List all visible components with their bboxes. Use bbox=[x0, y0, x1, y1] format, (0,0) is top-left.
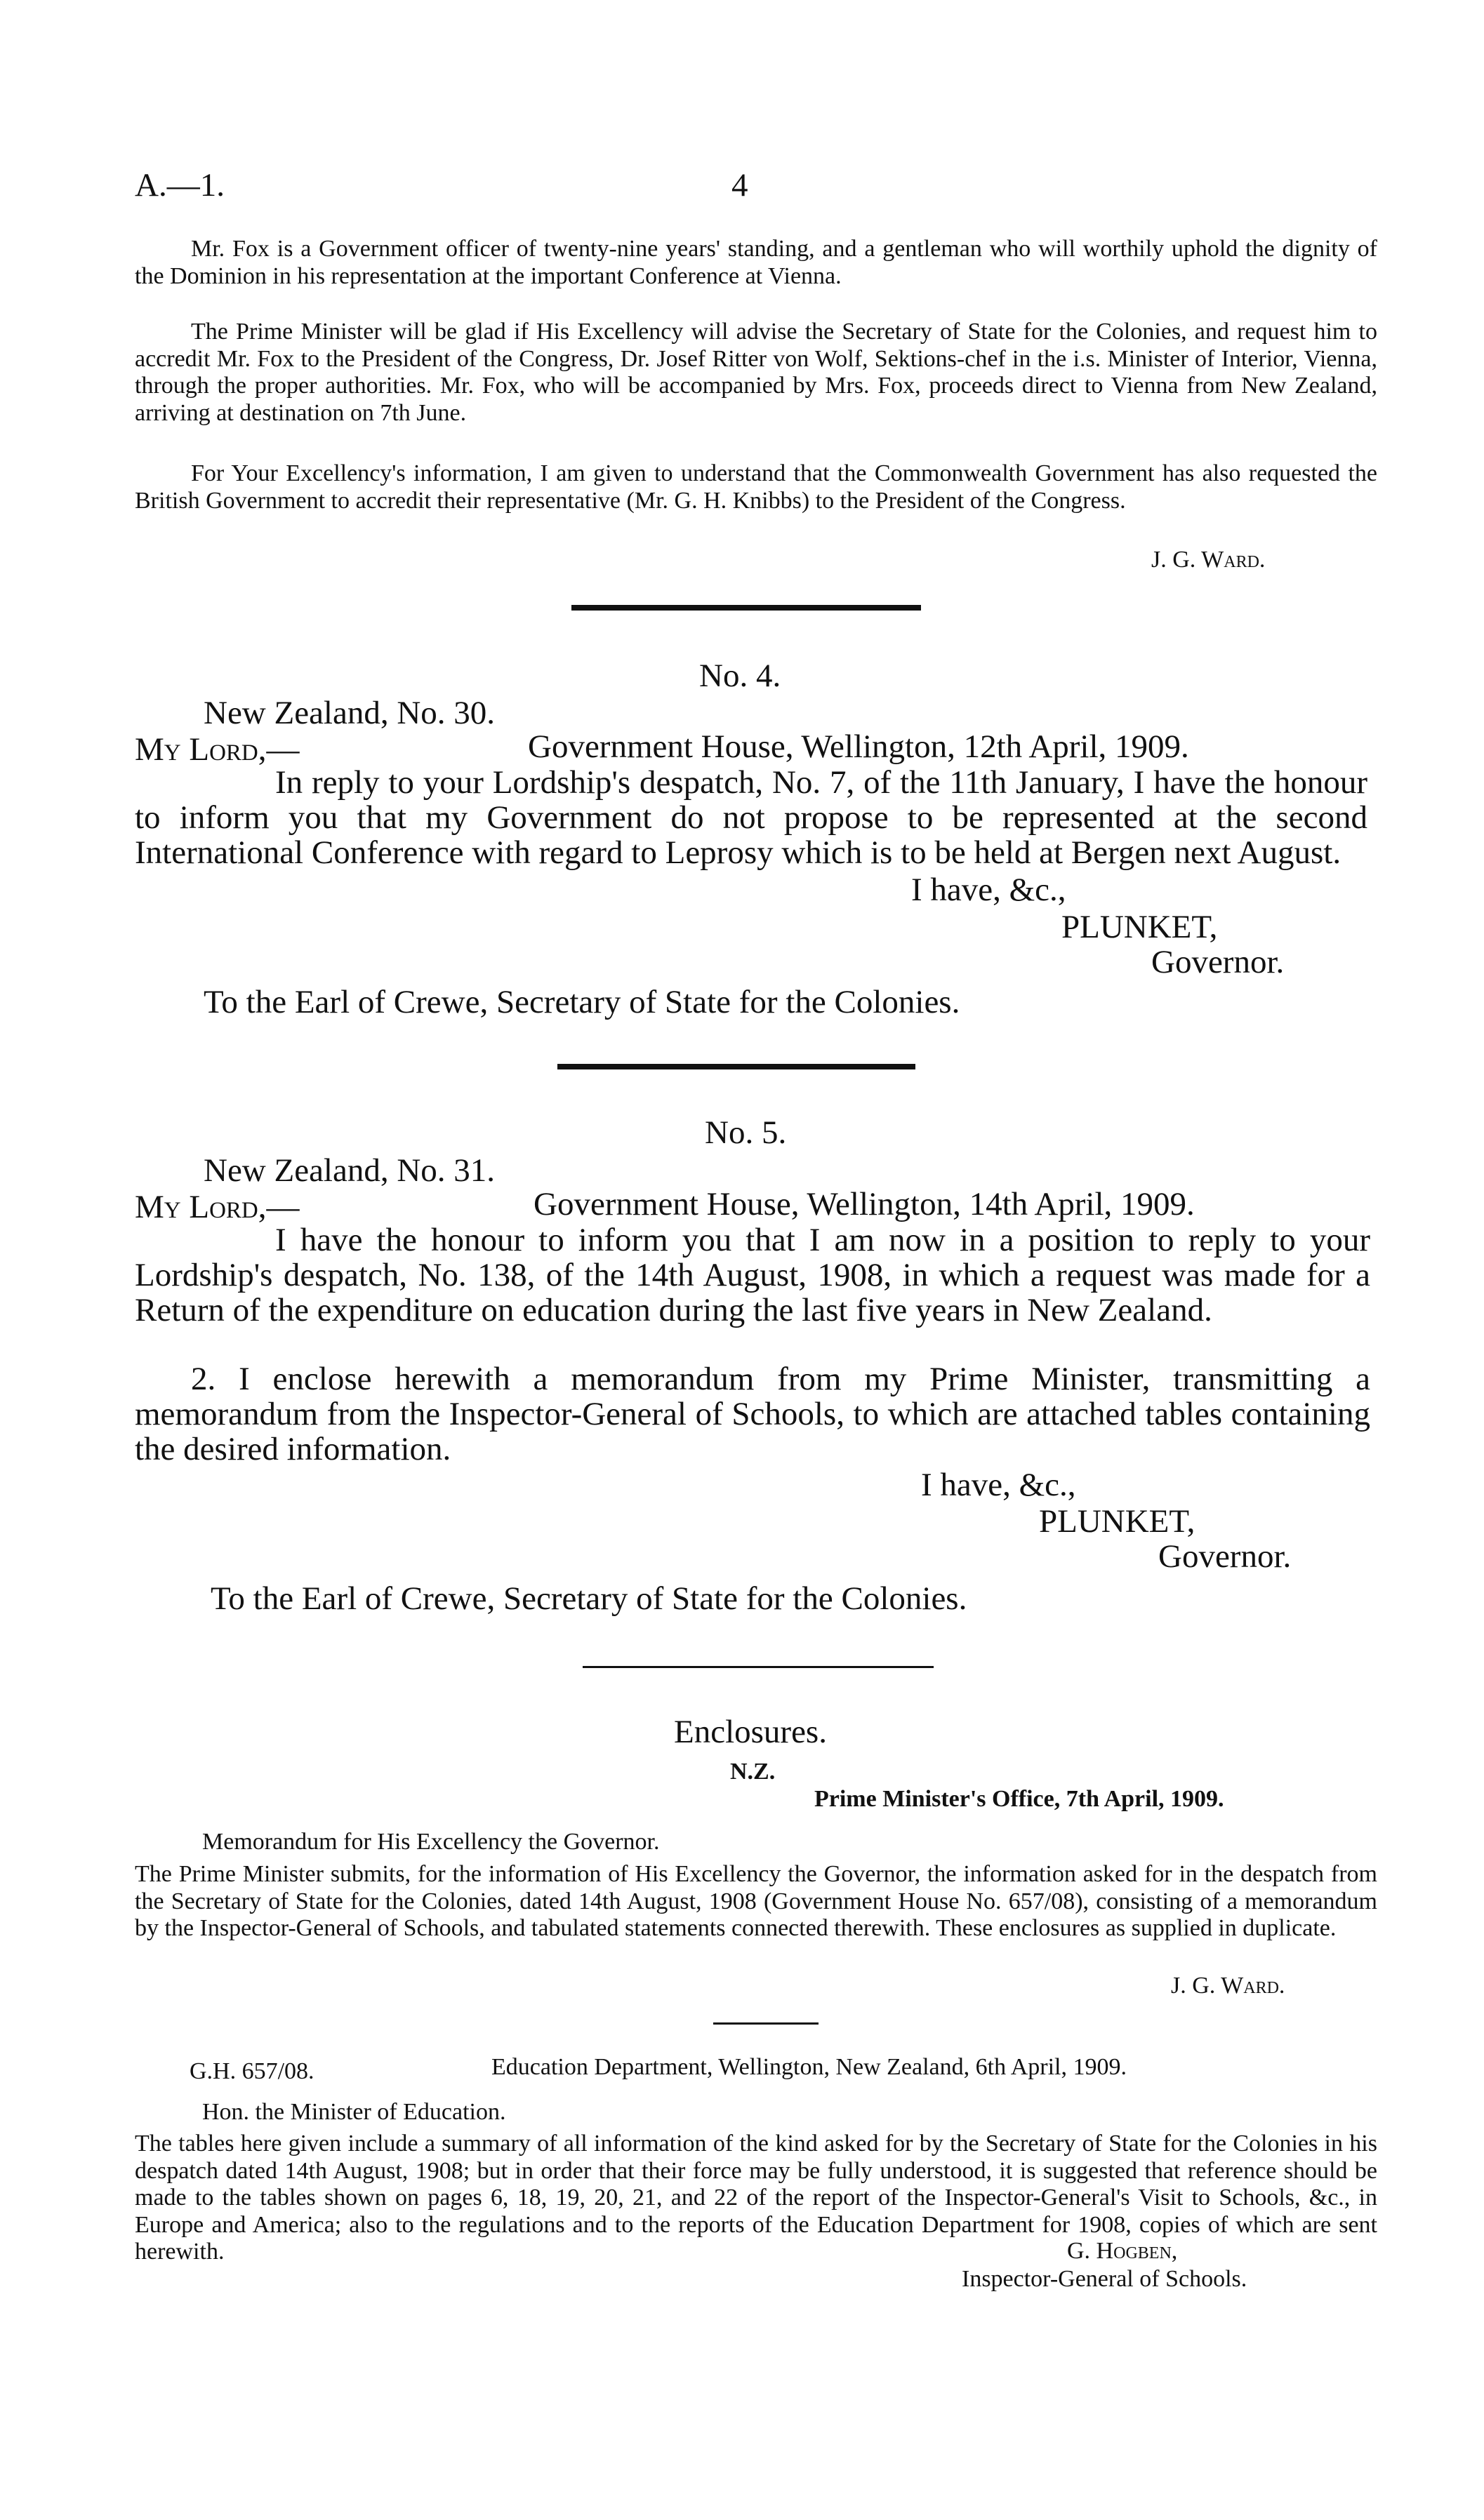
gh-reference: G.H. 657/08. bbox=[190, 2058, 314, 2084]
despatch-no4-addressee: To the Earl of Crewe, Secretary of State for the Colonies. bbox=[204, 984, 960, 1020]
despatch-no4-reference: New Zealand, No. 30. bbox=[204, 695, 496, 731]
memo-title: Memorandum for His Excellency the Governor. bbox=[202, 1829, 660, 1855]
despatch-no4-signer: PLUNKET, bbox=[1061, 909, 1218, 945]
despatch-no5-signer-title: Governor. bbox=[1158, 1538, 1292, 1575]
despatch-no5-body-1: I have the honour to inform you that I am now in a position to reply to your Lordship's despatch, No. 138, of the 14th August, 1908, in which a request was made for a Return of the expenditure on education during the last five years in New Zealand. bbox=[135, 1222, 1370, 1328]
despatch-no5-signer: PLUNKET, bbox=[1039, 1503, 1195, 1540]
despatch-no5-place-date: Government House, Wellington, 14th April, 1909. bbox=[534, 1186, 1195, 1222]
section-divider bbox=[557, 1064, 915, 1069]
paragraph-accredit-request: The Prime Minister will be glad if His Excellency will advise the Secretary of State for the Colonies, and request him to accredit Mr. Fox to the President of the Congress, Dr. Josef Ritter von Wolf, Sektions-chef in the i.s. Minister of Interior, Vienna, through the proper authorities. Mr. Fox, who will be accompanied by Mrs. Fox, proceeds direct to Vienna from New Zealand, arriving at destination on 7th June. bbox=[135, 319, 1377, 426]
section-divider bbox=[571, 605, 921, 611]
despatch-no4-place-date: Government House, Wellington, 12th April, 1909. bbox=[528, 728, 1189, 765]
despatch-no5-salutation: My Lord,— bbox=[135, 1189, 300, 1225]
paragraph-fox-standing: Mr. Fox is a Government officer of twenty-nine years' standing, and a gentleman who will worthily uphold the dignity of the Dominion in his representation at the important Conference at Vienna. bbox=[135, 236, 1377, 289]
despatch-no5-heading: No. 5. bbox=[705, 1114, 787, 1151]
despatch-no4-closing: I have, &c., bbox=[911, 872, 1066, 908]
enclosures-heading: Enclosures. bbox=[674, 1714, 827, 1750]
tables-body: The tables here given include a summary of all information of the kind asked for by the Secretary of State for the Colonies in his despatch dated 14th August, 1908; but in order that their force may be fully understood, it is suggested that reference should be made to the tables shown on pages 6, 18, 19, 20, 21, and 22 of the report of the Inspector-General's Visit to Schools, &c., in Europe and America; also to the regulations and to the reports of the Education Department for 1908, copies of which are sent herewith. bbox=[135, 2131, 1377, 2265]
section-divider bbox=[713, 2022, 819, 2025]
memo-body: The Prime Minister submits, for the information of His Excellency the Governor, the information asked for in the despatch from the Secretary of State for the Colonies, dated 14th August, 1908 (Government House No. 657/08), consisting of a memorandum by the Inspector-General of Schools, and tabulated statements connected therewith. These enclosures as supplied in duplicate. bbox=[135, 1861, 1377, 1941]
section-divider bbox=[583, 1666, 934, 1668]
despatch-no5-reference: New Zealand, No. 31. bbox=[204, 1152, 496, 1189]
minister-addressee: Hon. the Minister of Education. bbox=[202, 2099, 506, 2125]
despatch-no5-body-2: 2. I enclose herewith a memorandum from my Prime Minister, transmitting a memorandum from the Inspector-General of Schools, to which are attached tables containing the desired information. bbox=[135, 1361, 1370, 1467]
education-dept-date: Education Department, Wellington, New Zealand, 6th April, 1909. bbox=[491, 2054, 1127, 2080]
despatch-no4-salutation: My Lord,— bbox=[135, 731, 300, 768]
signer-hogben-title: Inspector-General of Schools. bbox=[962, 2266, 1247, 2292]
page-number: 4 bbox=[731, 167, 748, 204]
despatch-no4-signer-title: Governor. bbox=[1151, 944, 1285, 980]
despatch-no5-addressee: To the Earl of Crewe, Secretary of State for the Colonies. bbox=[211, 1580, 967, 1617]
paragraph-commonwealth-info: For Your Excellency's information, I am given to understand that the Commonwealth Government has also requested the British Government to accredit their representative (Mr. G. H. Knibbs) to the President of the Congress. bbox=[135, 460, 1377, 514]
memo-signature-ward: J. G. Ward. bbox=[1171, 1973, 1285, 1999]
signer-hogben: G. Hogben, bbox=[1067, 2238, 1178, 2264]
despatch-no5-closing: I have, &c., bbox=[921, 1467, 1076, 1503]
despatch-no4-body: In reply to your Lordship's despatch, No. 7, of the 11th January, I have the honour to inform you that my Government do not propose to be represented at the second International Conference with regard to Leprosy which is to be held at Bergen next August. bbox=[135, 764, 1367, 871]
despatch-no4-heading: No. 4. bbox=[699, 658, 781, 694]
page-reference: A.—1. bbox=[135, 167, 225, 204]
enclosure-nz-label: N.Z. bbox=[730, 1759, 776, 1785]
enclosure-office-date: Prime Minister's Office, 7th April, 1909. bbox=[814, 1786, 1224, 1812]
signature-ward: J. G. Ward. bbox=[1151, 547, 1266, 573]
